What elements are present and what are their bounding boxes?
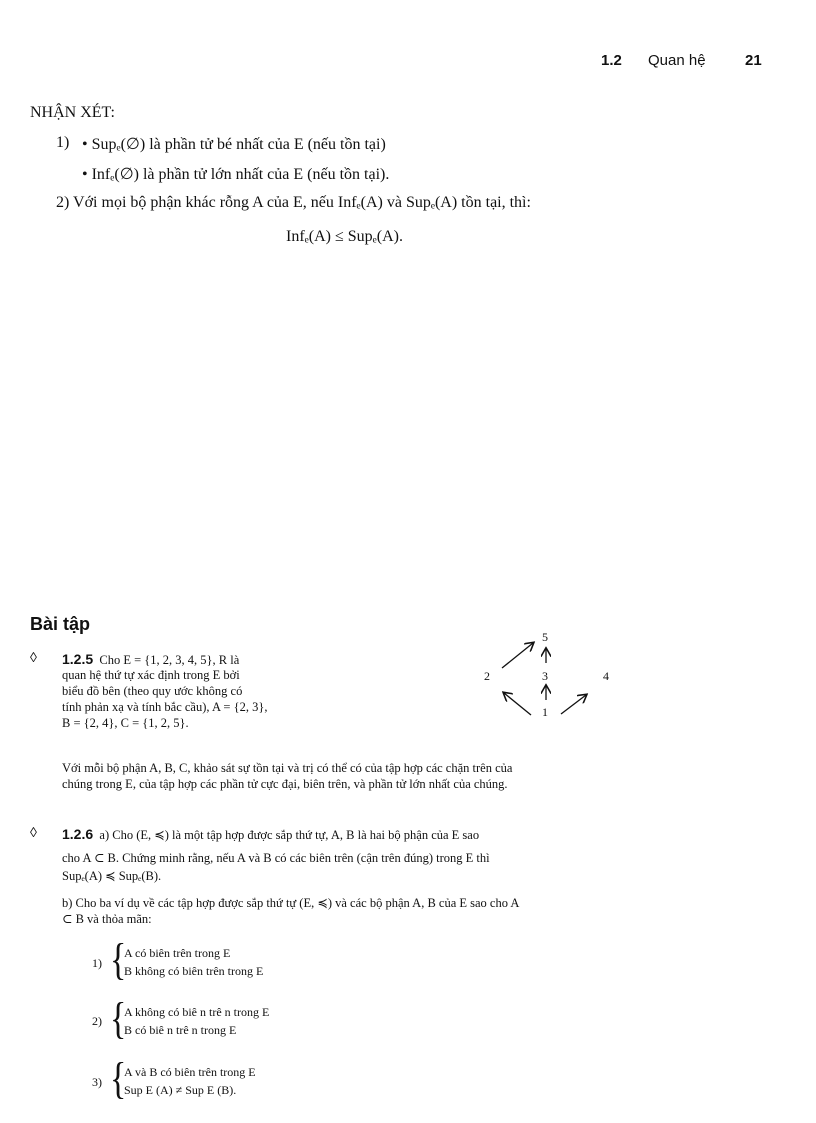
exercise-1-2-6-a-line-1	[62, 827, 479, 843]
exercise-marker: ◊	[30, 651, 37, 666]
exercise-1-2-6-a-line-3: Supₑ(A) ≼ Supₑ(B).	[62, 869, 162, 883]
exercise-number: 1.2.5	[62, 651, 94, 667]
case-1-line-2: B không có biên trên trong E	[124, 964, 264, 978]
case-2-number: 2)	[92, 1014, 102, 1028]
exercise-1-2-5-line-4: tính phản xạ và tính bắc cầu), A = {2, 3},	[62, 700, 268, 714]
exercise-marker: ◊	[30, 826, 37, 841]
exercise-1-2-5-line-5: B = {2, 4}, C = {1, 2, 5}.	[62, 716, 189, 730]
node-3: 3	[542, 669, 548, 683]
remark-title: NHẬN XÉT:	[30, 104, 115, 121]
case-2-brace: {	[110, 995, 127, 1044]
case-1-number: 1)	[92, 956, 102, 970]
case-3-line-2: Sup E (A) ≠ Sup E (B).	[124, 1083, 237, 1097]
remark-bullet-sup: • Supₑ(∅) là phần tử bé nhất của E (nếu tồn tại)	[82, 136, 386, 153]
exercise-1-2-6-a-line-2: cho A ⊂ B. Chứng minh rằng, nếu A và B có các biên trên (cận trên đúng) trong E thì	[62, 851, 490, 865]
case-2-line-2: B có biê n trê n trong E	[124, 1023, 237, 1037]
edge-2-5	[502, 643, 533, 668]
exercise-1-2-5-line-2: quan hệ thứ tự xác định trong E bởi	[62, 668, 240, 682]
exercises-title: Bài tập	[30, 614, 91, 634]
exercise-number: 1.2.6	[62, 826, 94, 842]
node-2: 2	[484, 669, 490, 683]
case-3-brace: {	[110, 1055, 127, 1104]
exercise-text: Cho E = {1, 2, 3, 4, 5}, R là	[99, 653, 240, 667]
exercise-text: a) Cho (E, ≼) là một tập hợp được sắp thứ tự, A, B là hai bộ phận của E sao	[99, 828, 480, 842]
remark-formula: Infₑ(A) ≤ Supₑ(A).	[286, 228, 403, 245]
node-1: 1	[542, 705, 548, 719]
remark-bullet-inf: • Infₑ(∅) là phần tử lớn nhất của E (nếu tồn tại).	[82, 166, 390, 183]
exercise-1-2-6-b-line-1: b) Cho ba ví dụ về các tập hợp được sắp thứ tự (E, ≼) và các bộ phận A, B của E sao cho A	[62, 896, 520, 910]
node-5: 5	[542, 630, 548, 644]
exercise-1-2-5-para-2: chúng trong E, của tập hợp các phần tử cực đại, biên trên, và phần tử lớn nhất của chúng.	[62, 777, 508, 791]
case-1-line-1: A có biên trên trong E	[124, 946, 231, 960]
section-number: 1.2	[601, 52, 622, 69]
edge-1-2	[504, 693, 531, 715]
case-3-line-1: A và B có biên trên trong E	[124, 1065, 256, 1079]
exercise-1-2-5-para-1: Với mỗi bộ phận A, B, C, khảo sát sự tồn tại và trị có thể có của tập hợp các chặn trên của	[62, 761, 513, 775]
remark-item2: 2) Với mọi bộ phận khác rỗng A của E, nếu Infₑ(A) và Supₑ(A) tồn tại, thì:	[56, 194, 531, 211]
page-number: 21	[745, 52, 762, 69]
case-1-brace: {	[110, 936, 127, 985]
node-4: 4	[603, 669, 609, 683]
edge-1-4	[561, 695, 586, 714]
remark-item1-number: 1)	[56, 134, 70, 151]
exercise-1-2-6-b-line-2: ⊂ B và thỏa mãn:	[62, 912, 152, 926]
exercise-1-2-5-line-3: biểu đồ bên (theo quy ước không có	[62, 684, 243, 698]
section-title: Quan hệ	[648, 52, 706, 69]
case-2-line-1: A không có biê n trê n trong E	[124, 1005, 270, 1019]
case-3-number: 3)	[92, 1075, 102, 1089]
